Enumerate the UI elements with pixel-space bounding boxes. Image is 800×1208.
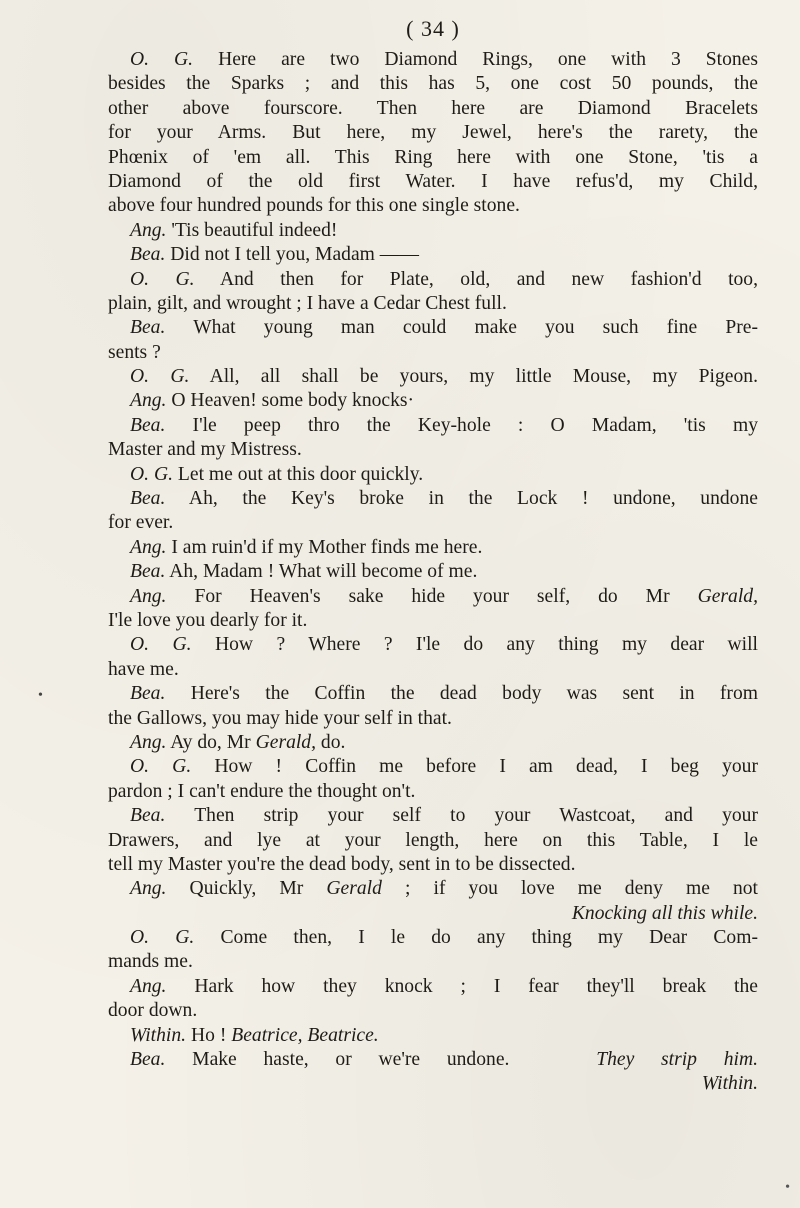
- speaker-name: Bea.: [130, 488, 166, 510]
- speaker-name: Bea.: [130, 683, 166, 705]
- line-text: Here are two Diamond Rings, one with 3 Stones: [218, 49, 758, 70]
- speaker-name: O. G.: [130, 634, 192, 656]
- text-line: [108, 999, 758, 1023]
- speaker-name: Ang.: [130, 878, 167, 900]
- play-text: [108, 48, 758, 1097]
- line-text: How ! Coffin me before I am dead, I beg your: [214, 756, 758, 778]
- line-text: For Heaven's sake hide your self, do Mr: [194, 585, 670, 607]
- text-line: [108, 609, 758, 633]
- line-text: Let me out at this door quickly.: [177, 463, 424, 485]
- speaker-name: O. G.: [130, 366, 190, 388]
- speech-line: [108, 316, 758, 340]
- text-line: [108, 146, 758, 170]
- line-text: for ever.: [108, 512, 174, 534]
- line-text: Ay do, Mr: [170, 731, 251, 753]
- line-text: Then strip your self to your Wastcoat, and your: [194, 805, 759, 827]
- text-line: [108, 97, 758, 121]
- line-text: besides the Sparks ; and this has 5, one cost 50 pounds, the: [108, 73, 758, 95]
- text-line: [108, 438, 758, 462]
- speaker-name: Within.: [130, 1024, 187, 1046]
- speaker-name: Ang.: [130, 536, 167, 558]
- speaker-name: O. G.: [130, 463, 173, 485]
- line-text: do.: [320, 731, 346, 753]
- speaker-name: Bea.: [130, 805, 166, 827]
- text-line: [108, 707, 758, 731]
- speech-line: [108, 463, 758, 487]
- speaker-name: O. G.: [130, 756, 192, 778]
- line-text: pardon ; I can't endure the thought on't.: [108, 780, 416, 802]
- speaker-name: Ang.: [130, 219, 167, 241]
- speaker-name: O. G.: [130, 49, 194, 70]
- speech-line: [108, 877, 758, 901]
- italic-name: Gerald,: [255, 731, 317, 753]
- text-line: [108, 72, 758, 96]
- line-text: Quickly, Mr: [189, 878, 304, 900]
- speech-line: [108, 926, 758, 950]
- text-line: [108, 511, 758, 535]
- text-line: [108, 292, 758, 316]
- text-line: [108, 658, 758, 682]
- speaker-name: Ang.: [130, 585, 167, 607]
- page-number: ( 34 ): [406, 16, 460, 41]
- text-line: [108, 121, 758, 145]
- line-text: How ? Where ? I'le do any thing my dear will: [214, 634, 759, 656]
- speech-line: [108, 536, 758, 560]
- stage-direction-text: Knocking all this while.: [571, 902, 758, 924]
- stage-direction: [108, 902, 758, 926]
- speaker-name: O. G.: [130, 268, 195, 290]
- margin-mark: •: [38, 688, 43, 703]
- line-text: Ah, Madam ! What will become of me.: [169, 561, 478, 583]
- line-text: Drawers, and lye at your length, here on this Table, I le: [108, 829, 758, 851]
- line-text: Hark how they knock ; I fear they'll break the: [194, 975, 758, 997]
- line-text: What young man could make you such fine Pre-: [193, 317, 758, 339]
- line-text: I'le peep thro the Key-hole : O Madam, 'tis my: [192, 414, 758, 436]
- italic-name: Beatrice, Beatrice.: [231, 1024, 379, 1046]
- stage-direction-text: They strip him.: [596, 1049, 759, 1071]
- stage-direction-text: Within.: [701, 1073, 758, 1095]
- line-text: I am ruin'd if my Mother finds me here.: [171, 536, 483, 558]
- line-text: ; if you love me deny me not: [404, 878, 758, 900]
- speech-line: [108, 585, 758, 609]
- speech-line: [108, 755, 758, 779]
- line-text: the Gallows, you may hide your self in that.: [108, 707, 452, 729]
- text-line: [108, 170, 758, 194]
- line-text: Did not I tell you, Madam ——: [170, 244, 419, 266]
- speaker-name: Ang.: [130, 975, 167, 997]
- line-text: for your Arms. But here, my Jewel, here's the rarety, the: [108, 122, 758, 144]
- text-line: [108, 853, 758, 877]
- line-text: And then for Plate, old, and new fashion'd too,: [219, 268, 758, 290]
- speech-line: [108, 389, 758, 413]
- line-text: O Heaven! some body knocks·: [171, 390, 415, 412]
- line-text: Master and my Mistress.: [108, 439, 302, 461]
- speaker-name: Bea.: [130, 317, 166, 339]
- speech-line: [108, 414, 758, 438]
- text-line: [108, 341, 758, 365]
- stage-direction: [108, 1072, 758, 1096]
- speech-line: [108, 682, 758, 706]
- line-text: Here's the Coffin the dead body was sent in from: [190, 683, 758, 705]
- line-text: I'le love you dearly for it.: [108, 609, 308, 631]
- text-line: [108, 194, 758, 218]
- speech-line: [108, 560, 758, 584]
- text-line: [108, 829, 758, 853]
- text-line: [108, 950, 758, 974]
- line-text: Diamond of the old first Water. I have refus'd, my Child,: [108, 170, 758, 192]
- speaker-name: Bea.: [130, 414, 166, 436]
- line-text: 'Tis beautiful indeed!: [171, 219, 338, 241]
- speaker-name: O. G.: [130, 927, 195, 949]
- speech-line: [108, 975, 758, 999]
- speaker-name: Ang.: [130, 390, 167, 412]
- line-text: Ah, the Key's broke in the Lock ! undone, undone: [188, 488, 758, 510]
- line-text: Phœnix of 'em all. This Ring here with one Stone, 'tis a: [108, 146, 758, 168]
- speaker-name: Bea.: [130, 1049, 166, 1071]
- italic-name: Gerald: [326, 878, 382, 900]
- speech-line: [108, 804, 758, 828]
- speech-line: [108, 633, 758, 657]
- speech-line: [108, 1024, 758, 1048]
- speech-line: [108, 1048, 758, 1072]
- speech-line: [108, 268, 758, 292]
- line-text: mands me.: [108, 951, 193, 973]
- line-text: above four hundred pounds for this one single stone.: [108, 195, 520, 217]
- speech-line: [108, 731, 758, 755]
- speech-line: [108, 219, 758, 243]
- speech-line: [108, 487, 758, 511]
- speech-line: [108, 48, 758, 72]
- line-text: other above fourscore. Then here are Diamond Bracelets: [108, 97, 758, 119]
- line-text: tell my Master you're the dead body, sent in to be dissected.: [108, 853, 576, 875]
- line-text: have me.: [108, 658, 179, 680]
- speech-line: [108, 365, 758, 389]
- line-text: Come then, I le do any thing my Dear Com-: [220, 927, 758, 949]
- line-text: Ho !: [190, 1024, 227, 1046]
- line-text: door down.: [108, 1000, 198, 1022]
- line-text: All, all shall be yours, my little Mouse, my Pigeon.: [209, 366, 758, 388]
- line-text: plain, gilt, and wrought ; I have a Cedar Chest full.: [108, 292, 507, 314]
- line-text: sents ?: [108, 341, 161, 363]
- text-line: [108, 780, 758, 804]
- line-text: Make haste, or we're undone.: [192, 1049, 510, 1071]
- speaker-name: Ang.: [130, 731, 167, 753]
- italic-name: Gerald,: [697, 585, 758, 607]
- speaker-name: Bea.: [130, 244, 166, 266]
- speech-line: [108, 243, 758, 267]
- margin-mark: •: [785, 1180, 790, 1195]
- speaker-name: Bea.: [130, 561, 166, 583]
